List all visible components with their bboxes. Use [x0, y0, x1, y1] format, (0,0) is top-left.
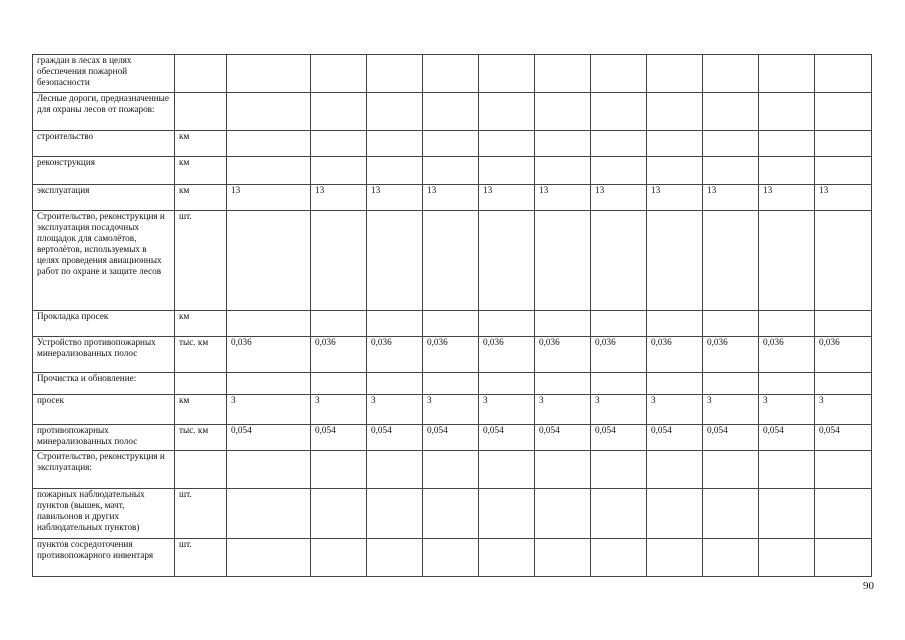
value-cell: 13 — [759, 185, 815, 211]
value-cell: 0,036 — [227, 337, 311, 373]
row-unit — [175, 373, 227, 395]
value-cell: 0,036 — [647, 337, 703, 373]
value-cell: 0,036 — [591, 337, 647, 373]
value-cell: 0,054 — [367, 425, 423, 451]
row-label: Прочистка и обновление: — [33, 373, 175, 395]
value-cell — [479, 451, 535, 489]
value-cell — [647, 451, 703, 489]
table-row — [33, 185, 872, 211]
value-cell — [423, 55, 479, 93]
value-cell — [703, 93, 759, 131]
value-cell — [591, 93, 647, 131]
value-cell: 13 — [479, 185, 535, 211]
table-row — [33, 157, 872, 185]
value-cell — [591, 489, 647, 539]
value-cell — [423, 93, 479, 131]
row-label: эксплуатация — [33, 185, 175, 211]
value-cell — [647, 157, 703, 185]
table-body — [33, 55, 872, 577]
value-cell — [311, 373, 367, 395]
value-cell: 0,054 — [227, 425, 311, 451]
table-row — [33, 131, 872, 157]
value-cell: 0,054 — [479, 425, 535, 451]
value-cell — [535, 157, 591, 185]
value-cell — [535, 489, 591, 539]
table-row — [33, 451, 872, 489]
value-cell — [227, 489, 311, 539]
row-label: Строительство, реконструкция и эксплуатация: — [33, 451, 175, 489]
value-cell — [367, 311, 423, 337]
value-cell — [311, 311, 367, 337]
value-cell — [311, 157, 367, 185]
value-cell: 0,036 — [479, 337, 535, 373]
table-row — [33, 55, 872, 93]
value-cell: 0,054 — [311, 425, 367, 451]
value-cell: 3 — [759, 395, 815, 425]
value-cell — [591, 157, 647, 185]
table-row — [33, 311, 872, 337]
value-cell — [311, 451, 367, 489]
value-cell — [535, 93, 591, 131]
row-unit — [175, 93, 227, 131]
value-cell — [759, 211, 815, 311]
value-cell: 13 — [311, 185, 367, 211]
value-cell — [311, 93, 367, 131]
value-cell — [815, 131, 872, 157]
value-cell — [311, 131, 367, 157]
row-label: реконструкция — [33, 157, 175, 185]
value-cell — [703, 157, 759, 185]
table-row — [33, 395, 872, 425]
row-unit: шт. — [175, 489, 227, 539]
value-cell — [535, 311, 591, 337]
value-cell — [535, 131, 591, 157]
value-cell: 0,036 — [367, 337, 423, 373]
value-cell: 13 — [423, 185, 479, 211]
value-cell — [367, 131, 423, 157]
value-cell — [815, 539, 872, 577]
row-label: противопожарных минерализованных полос — [33, 425, 175, 451]
value-cell — [367, 539, 423, 577]
value-cell — [479, 489, 535, 539]
value-cell — [367, 55, 423, 93]
value-cell — [703, 451, 759, 489]
value-cell — [423, 539, 479, 577]
value-cell — [311, 539, 367, 577]
value-cell: 13 — [367, 185, 423, 211]
value-cell — [647, 373, 703, 395]
table-row — [33, 425, 872, 451]
value-cell — [311, 55, 367, 93]
value-cell — [759, 131, 815, 157]
row-label: пожарных наблюдательных пунктов (вышек, мачт, павильонов и других наблюдательных пунктов) — [33, 489, 175, 539]
value-cell — [815, 55, 872, 93]
value-cell — [367, 157, 423, 185]
value-cell — [703, 311, 759, 337]
table-row — [33, 337, 872, 373]
value-cell — [367, 373, 423, 395]
value-cell — [703, 211, 759, 311]
value-cell: 13 — [591, 185, 647, 211]
row-unit: км — [175, 157, 227, 185]
value-cell — [227, 451, 311, 489]
value-cell — [591, 55, 647, 93]
value-cell — [479, 55, 535, 93]
value-cell — [479, 131, 535, 157]
value-cell — [703, 373, 759, 395]
value-cell: 3 — [591, 395, 647, 425]
row-label: пунктов сосредоточения противопожарного инвентаря — [33, 539, 175, 577]
page-number: 90 — [863, 580, 874, 592]
value-cell — [423, 211, 479, 311]
value-cell — [479, 311, 535, 337]
value-cell — [479, 157, 535, 185]
value-cell — [535, 55, 591, 93]
table-row — [33, 373, 872, 395]
value-cell — [367, 489, 423, 539]
value-cell — [227, 211, 311, 311]
value-cell — [591, 311, 647, 337]
value-cell: 0,036 — [423, 337, 479, 373]
value-cell — [647, 211, 703, 311]
row-unit: км — [175, 185, 227, 211]
forest-fire-measures-table — [32, 54, 872, 577]
value-cell — [423, 157, 479, 185]
value-cell — [759, 157, 815, 185]
value-cell — [759, 311, 815, 337]
row-label: строительство — [33, 131, 175, 157]
row-unit: км — [175, 131, 227, 157]
value-cell: 0,054 — [535, 425, 591, 451]
value-cell: 3 — [227, 395, 311, 425]
value-cell: 13 — [535, 185, 591, 211]
value-cell — [227, 55, 311, 93]
row-label: Устройство противопожарных минерализованных полос — [33, 337, 175, 373]
row-unit: км — [175, 395, 227, 425]
value-cell — [367, 211, 423, 311]
row-label: Строительство, реконструкция и эксплуатация посадочных площадок для самолётов, вертолётов, используемых в целях проведения авиационных работ по охране и защите лесов — [33, 211, 175, 311]
value-cell — [759, 539, 815, 577]
value-cell: 3 — [367, 395, 423, 425]
row-label: просек — [33, 395, 175, 425]
value-cell: 0,054 — [703, 425, 759, 451]
value-cell — [479, 211, 535, 311]
value-cell: 13 — [227, 185, 311, 211]
row-unit: шт. — [175, 539, 227, 577]
value-cell: 0,054 — [423, 425, 479, 451]
value-cell — [815, 93, 872, 131]
value-cell: 0,036 — [815, 337, 872, 373]
value-cell: 3 — [535, 395, 591, 425]
value-cell — [703, 539, 759, 577]
table-row — [33, 93, 872, 131]
value-cell — [535, 373, 591, 395]
value-cell — [815, 373, 872, 395]
value-cell — [227, 157, 311, 185]
value-cell: 3 — [815, 395, 872, 425]
value-cell — [367, 93, 423, 131]
value-cell: 0,054 — [815, 425, 872, 451]
value-cell — [535, 451, 591, 489]
value-cell: 13 — [815, 185, 872, 211]
row-unit — [175, 451, 227, 489]
value-cell — [535, 211, 591, 311]
value-cell — [815, 311, 872, 337]
value-cell: 0,036 — [535, 337, 591, 373]
value-cell — [703, 131, 759, 157]
row-label: Прокладка просек — [33, 311, 175, 337]
value-cell — [815, 489, 872, 539]
row-unit: тыс. км — [175, 425, 227, 451]
value-cell — [815, 211, 872, 311]
value-cell — [591, 539, 647, 577]
table-row — [33, 211, 872, 311]
value-cell — [591, 451, 647, 489]
value-cell — [227, 539, 311, 577]
value-cell: 0,036 — [703, 337, 759, 373]
value-cell — [647, 55, 703, 93]
value-cell — [423, 489, 479, 539]
value-cell: 3 — [423, 395, 479, 425]
row-label: граждан в лесах в целях обеспечения пожарной безопасности — [33, 55, 175, 93]
value-cell — [703, 55, 759, 93]
value-cell — [591, 211, 647, 311]
value-cell — [479, 93, 535, 131]
value-cell — [227, 131, 311, 157]
value-cell: 0,054 — [647, 425, 703, 451]
value-cell — [759, 55, 815, 93]
value-cell: 3 — [647, 395, 703, 425]
value-cell: 3 — [703, 395, 759, 425]
value-cell — [423, 131, 479, 157]
value-cell — [815, 451, 872, 489]
value-cell — [815, 157, 872, 185]
value-cell — [759, 93, 815, 131]
value-cell — [647, 539, 703, 577]
value-cell — [759, 451, 815, 489]
value-cell — [647, 311, 703, 337]
value-cell — [759, 373, 815, 395]
value-cell: 0,054 — [591, 425, 647, 451]
value-cell — [311, 489, 367, 539]
value-cell: 13 — [647, 185, 703, 211]
row-unit: шт. — [175, 211, 227, 311]
value-cell — [423, 311, 479, 337]
row-unit: км — [175, 311, 227, 337]
value-cell — [227, 93, 311, 131]
value-cell — [647, 131, 703, 157]
value-cell — [647, 489, 703, 539]
value-cell: 13 — [703, 185, 759, 211]
value-cell — [703, 489, 759, 539]
row-unit — [175, 55, 227, 93]
value-cell — [759, 489, 815, 539]
value-cell — [535, 539, 591, 577]
value-cell — [367, 451, 423, 489]
value-cell — [423, 373, 479, 395]
value-cell: 3 — [479, 395, 535, 425]
row-label: Лесные дороги, предназначенные для охраны лесов от пожаров: — [33, 93, 175, 131]
value-cell — [479, 373, 535, 395]
value-cell — [227, 373, 311, 395]
value-cell — [647, 93, 703, 131]
value-cell — [311, 211, 367, 311]
value-cell: 0,036 — [311, 337, 367, 373]
value-cell — [479, 539, 535, 577]
value-cell: 0,036 — [759, 337, 815, 373]
value-cell — [591, 373, 647, 395]
row-unit: тыс. км — [175, 337, 227, 373]
value-cell — [591, 131, 647, 157]
value-cell — [227, 311, 311, 337]
value-cell — [423, 451, 479, 489]
value-cell: 3 — [311, 395, 367, 425]
table-row — [33, 539, 872, 577]
value-cell: 0,054 — [759, 425, 815, 451]
table-row — [33, 489, 872, 539]
